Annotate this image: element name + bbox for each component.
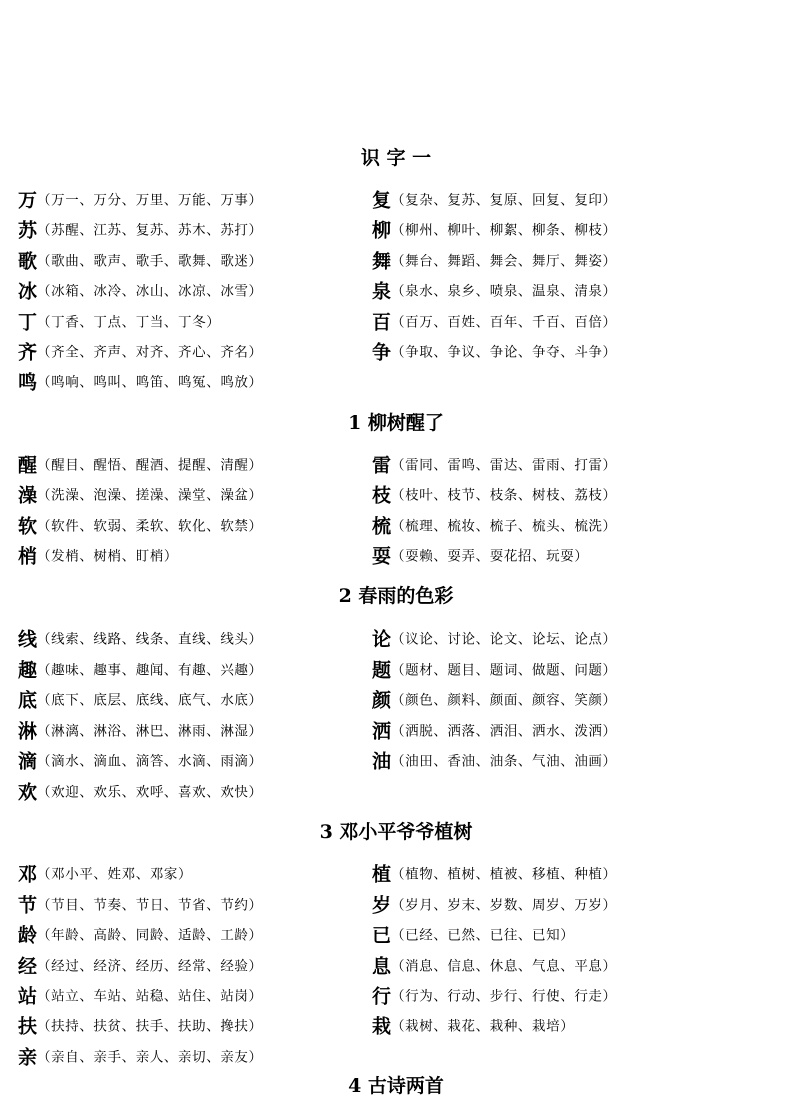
vocab-entry-zao [18, 480, 263, 510]
vocab-words: （苏醒、江苏、复苏、苏木、苏打） [37, 222, 263, 239]
vocab-char: 争 [372, 341, 392, 364]
vocab-words: （岁月、岁末、岁数、周岁、万岁） [391, 897, 617, 914]
vocab-char: 泉 [372, 280, 392, 303]
vocab-words: （枝叶、枝节、枝条、树枝、荔枝） [391, 487, 617, 504]
vocab-char: 复 [372, 189, 392, 212]
vocab-words: （底下、底层、底线、底气、水底） [37, 692, 263, 709]
vocab-words: （歌曲、歌声、歌手、歌舞、歌迷） [37, 253, 263, 270]
vocab-words: （万一、万分、万里、万能、万事） [37, 192, 263, 209]
vocab-entry-jie [18, 890, 263, 920]
vocab-char: 站 [18, 985, 38, 1008]
vocab-char: 趣 [18, 659, 38, 682]
vocab-entry-shu [372, 511, 617, 541]
vocab-char: 柳 [372, 219, 392, 242]
vocab-words: （冰箱、冰冷、冰山、冰凉、冰雪） [37, 283, 263, 300]
vocab-entry-zheng [372, 337, 617, 367]
vocab-entry-zhii [372, 859, 617, 889]
vocab-char: 滴 [18, 750, 38, 773]
vocab-char: 行 [372, 985, 392, 1008]
vocab-char: 丁 [18, 311, 38, 334]
vocab-words: （百万、百姓、百年、千百、百倍） [391, 314, 617, 331]
vocab-entry-lei [372, 450, 617, 480]
vocab-entry-huan [18, 777, 263, 807]
vocab-entry-ruan [18, 511, 263, 541]
vocab-entry-xing [18, 450, 263, 480]
vocab-entry-yan [372, 685, 617, 715]
vocab-char: 雷 [372, 454, 392, 477]
vocab-words: （舞台、舞蹈、舞会、舞厅、舞姿） [391, 253, 617, 270]
vocab-entry-xian [18, 624, 263, 654]
vocab-char: 齐 [18, 341, 38, 364]
vocab-words: （已经、已然、已往、已知） [391, 927, 575, 944]
vocab-entry-sui [372, 890, 617, 920]
vocab-entry-zhi [372, 480, 617, 510]
vocab-entry-deng [18, 859, 192, 889]
vocab-words: （齐全、齐声、对齐、齐心、齐名） [37, 344, 263, 361]
vocab-char: 舞 [372, 250, 392, 273]
section-title-lesson-2: 2 春雨的色彩 [338, 585, 454, 607]
vocab-words: （栽树、栽花、栽种、栽培） [391, 1018, 575, 1035]
vocab-entry-lun [372, 624, 617, 654]
vocab-entry-ti [372, 655, 617, 685]
vocab-words: （邓小平、姓邓、邓家） [37, 866, 193, 883]
vocab-words: （年龄、高龄、同龄、适龄、工龄） [37, 927, 263, 944]
vocab-words: （淋漓、淋浴、淋巴、淋雨、淋湿） [37, 723, 263, 740]
vocab-entry-xi [372, 951, 617, 981]
vocab-char: 息 [372, 955, 392, 978]
vocab-words: （经过、经济、经历、经常、经验） [37, 958, 263, 975]
vocab-words: （趣味、趣事、趣闻、有趣、兴趣） [37, 662, 263, 679]
vocab-char: 节 [18, 894, 38, 917]
vocab-char: 洒 [372, 720, 392, 743]
vocab-words: （耍赖、耍弄、耍花招、玩耍） [391, 548, 589, 565]
vocab-words: （洒脱、洒落、洒泪、洒水、泼洒） [391, 723, 617, 740]
vocab-char: 百 [372, 311, 392, 334]
vocab-words: （颜色、颜料、颜面、颜容、笑颜） [391, 692, 617, 709]
vocab-words: （油田、香油、油条、气油、油画） [391, 753, 617, 770]
vocab-entry-fu [372, 185, 617, 215]
vocab-char: 万 [18, 189, 38, 212]
vocab-char: 梢 [18, 545, 38, 568]
vocab-char: 淋 [18, 720, 38, 743]
vocab-entry-wu [372, 246, 617, 276]
vocab-char: 植 [372, 863, 392, 886]
vocab-entry-yi [372, 920, 574, 950]
vocab-entry-hang [372, 981, 617, 1011]
vocab-char: 歌 [18, 250, 38, 273]
vocab-entry-zhan [18, 981, 263, 1011]
vocab-char: 岁 [372, 894, 392, 917]
vocab-entry-sa [372, 716, 617, 746]
vocab-entry-su [18, 215, 263, 245]
vocab-entry-shua [372, 541, 588, 571]
section-title-lesson-3: 3 邓小平爷爷植树 [319, 821, 473, 843]
vocab-words: （雷同、雷鸣、雷达、雷雨、打雷） [391, 457, 617, 474]
vocab-words: （鸣响、鸣叫、鸣笛、鸣冤、鸣放） [37, 374, 263, 391]
vocab-words: （站立、车站、站稳、站住、站岗） [37, 988, 263, 1005]
vocab-words: （丁香、丁点、丁当、丁冬） [37, 314, 221, 331]
vocab-char: 已 [372, 924, 392, 947]
vocab-entry-qin [18, 1042, 263, 1072]
vocab-char: 邓 [18, 863, 38, 886]
vocab-words: （发梢、树梢、盯梢） [37, 548, 179, 565]
vocab-char: 耍 [372, 545, 392, 568]
vocab-char: 经 [18, 955, 38, 978]
vocab-words: （节目、节奏、节日、节省、节约） [37, 897, 263, 914]
vocab-words: （软件、软弱、柔软、软化、软禁） [37, 518, 263, 535]
vocab-entry-you [372, 746, 617, 776]
vocab-words: （醒目、醒悟、醒酒、提醒、清醒） [37, 457, 263, 474]
vocab-words: （滴水、滴血、滴答、水滴、雨滴） [37, 753, 263, 770]
vocab-entry-fuu [18, 1011, 263, 1041]
vocab-entry-lin [18, 716, 263, 746]
vocab-char: 论 [372, 628, 392, 651]
vocab-words: （行为、行动、步行、行使、行走） [391, 988, 617, 1005]
vocab-entry-ling [18, 920, 263, 950]
vocab-char: 亲 [18, 1046, 38, 1069]
vocab-char: 苏 [18, 219, 38, 242]
vocab-char: 题 [372, 659, 392, 682]
vocab-words: （欢迎、欢乐、欢呼、喜欢、欢快） [37, 784, 263, 801]
vocab-char: 油 [372, 750, 392, 773]
vocab-entry-ming [18, 367, 263, 397]
vocab-entry-bing [18, 276, 263, 306]
vocab-entry-liu [372, 215, 617, 245]
vocab-entry-quan [372, 276, 617, 306]
vocab-char: 枝 [372, 484, 392, 507]
vocab-words: （复杂、复苏、复原、回复、复印） [391, 192, 617, 209]
vocab-words: （泉水、泉乡、喷泉、温泉、清泉） [391, 283, 617, 300]
section-title-shizi-1: 识 字 一 [360, 147, 432, 169]
vocab-words: （柳州、柳叶、柳絮、柳条、柳枝） [391, 222, 617, 239]
vocab-entry-dii [18, 746, 263, 776]
vocab-entry-qi [18, 337, 263, 367]
vocab-words: （洗澡、泡澡、搓澡、澡堂、澡盆） [37, 487, 263, 504]
vocab-entry-ge [18, 246, 263, 276]
vocab-char: 欢 [18, 781, 38, 804]
vocab-entry-wan [18, 185, 263, 215]
vocab-char: 龄 [18, 924, 38, 947]
vocab-char: 线 [18, 628, 38, 651]
vocab-words: （亲自、亲手、亲人、亲切、亲友） [37, 1049, 263, 1066]
vocab-char: 梳 [372, 515, 392, 538]
vocab-entry-qu [18, 655, 263, 685]
vocab-char: 软 [18, 515, 38, 538]
vocab-words: （扶持、扶贫、扶手、扶助、搀扶） [37, 1018, 263, 1035]
vocab-entry-di [18, 685, 263, 715]
vocab-entry-zai [372, 1011, 574, 1041]
vocab-entry-jing [18, 951, 263, 981]
vocab-words: （梳理、梳妆、梳子、梳头、梳洗） [391, 518, 617, 535]
vocab-char: 鸣 [18, 371, 38, 394]
vocab-entry-shao [18, 541, 178, 571]
vocab-words: （线索、线路、线条、直线、线头） [37, 631, 263, 648]
vocab-char: 颜 [372, 689, 392, 712]
vocab-char: 底 [18, 689, 38, 712]
vocab-entry-bai [372, 307, 617, 337]
vocab-words: （题材、题目、题词、做题、问题） [391, 662, 617, 679]
vocab-entry-ding [18, 307, 220, 337]
vocab-words: （植物、植树、植被、移植、种植） [391, 866, 617, 883]
vocab-char: 醒 [18, 454, 38, 477]
vocab-char: 澡 [18, 484, 38, 507]
vocab-words: （争取、争议、争论、争夺、斗争） [391, 344, 617, 361]
vocab-words: （议论、讨论、论文、论坛、论点） [391, 631, 617, 648]
vocab-words: （消息、信息、休息、气息、平息） [391, 958, 617, 975]
section-title-lesson-4: 4 古诗两首 [348, 1075, 444, 1097]
vocab-char: 冰 [18, 280, 38, 303]
section-title-lesson-1: 1 柳树醒了 [348, 412, 444, 434]
vocab-char: 栽 [372, 1015, 392, 1038]
vocab-char: 扶 [18, 1015, 38, 1038]
